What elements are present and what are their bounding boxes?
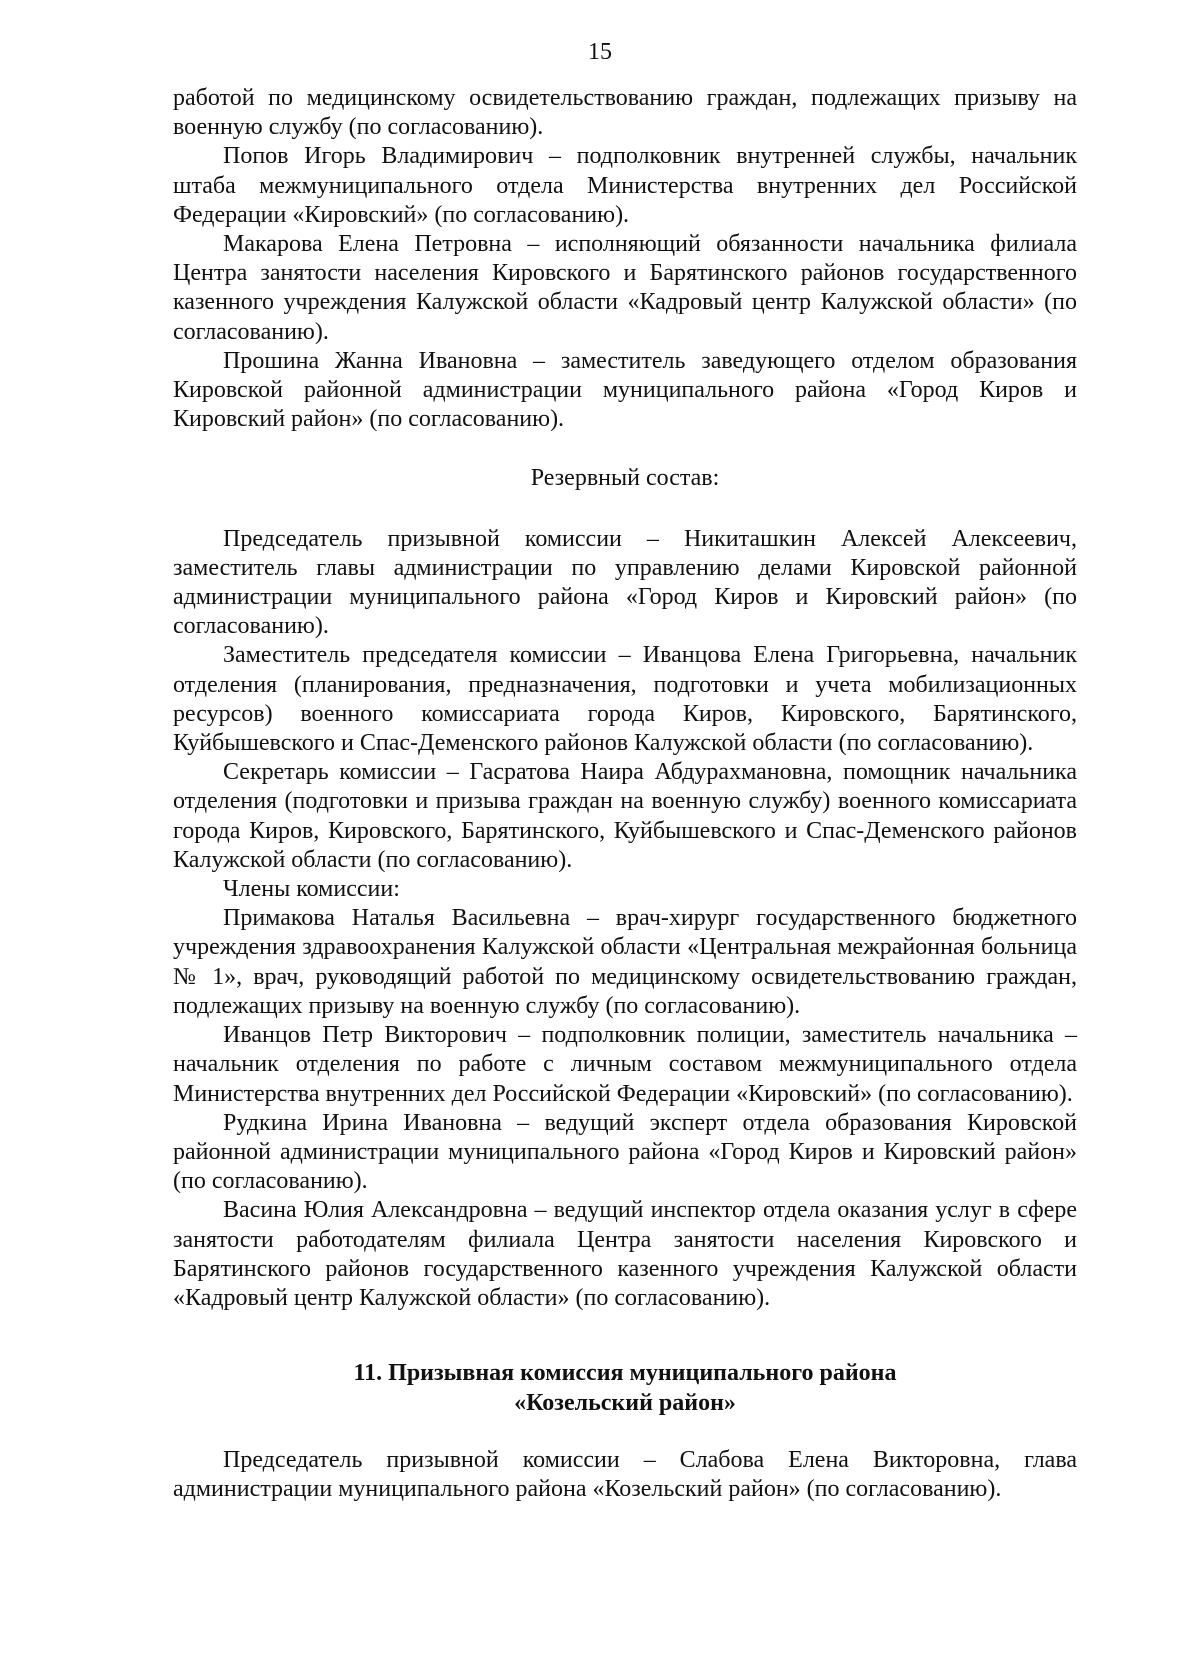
section-chairman: Председатель призывной комиссии – Слабова Елена Викторовна, глава администрации муниципального района «Козельский район» (по согласованию). xyxy=(173,1447,1077,1503)
document-body xyxy=(173,84,1077,1505)
member-makarova: Макарова Елена Петровна – исполняющий обязанности начальника филиала Центра занятости населения Кировского и Барятинского районов государственного казенного учреждения Калужской области «Кадровый центр Калужской области» (по согласованию). xyxy=(173,231,1077,345)
reserve-member-ivantsov: Иванцов Петр Викторович – подполковник полиции, заместитель начальника – начальник отделения по работе с личным составом межмуниципального отдела Министерства внутренних дел Российской Федерации «Кировский» (по согласованию). xyxy=(173,1022,1077,1107)
section-heading-line1: 11. Призывная комиссия муниципального района xyxy=(353,1360,897,1387)
member-proshina: Прошина Жанна Ивановна – заместитель заведующего отделом образования Кировской районной администрации муниципального района «Город Киров и Кировский район» (по согласованию). xyxy=(173,347,1077,433)
page-number: 15 xyxy=(588,39,612,65)
reserve-members-label: Члены комиссии: xyxy=(223,876,400,903)
reserve-deputy-chairman: Заместитель председателя комиссии – Иванцова Елена Григорьевна, начальник отделения (планирования, предназначения, подготовки и учета мобилизационных ресурсов) военного комиссариата города Киров, Кировского, Барятинского, Куйбышевского и Спас-Деменского районов Калужской области (по согласованию). xyxy=(173,642,1077,757)
reserve-secretary: Секретарь комиссии – Гасратова Наира Абдурахмановна, помощник начальника отделения (подготовки и призыва граждан на военную службу) военного комиссариата города Киров, Кировского, Барятинского, Куйбышевского и Спас-Деменского районов Калужской области (по согласованию). xyxy=(173,759,1077,873)
paragraph-continuation: работой по медицинскому освидетельствованию граждан, подлежащих призыву на военную службу (по согласованию). xyxy=(173,85,1077,141)
section-heading-line2: «Козельский район» xyxy=(514,1389,736,1416)
member-popov: Попов Игорь Владимирович – подполковник внутренней службы, начальник штаба межмуниципального отдела Министерства внутренних дел Российской Федерации «Кировский» (по согласованию). xyxy=(173,143,1077,228)
reserve-heading: Резервный состав: xyxy=(530,465,720,492)
reserve-chairman: Председатель призывной комиссии – Никиташкин Алексей Алексеевич, заместитель главы администрации по управлению делами Кировской районной администрации муниципального района «Город Киров и Кировский район» (по согласованию). xyxy=(173,525,1077,640)
reserve-member-vasina: Васина Юлия Александровна – ведущий инспектор отдела оказания услуг в сфере занятости работодателям филиала Центра занятости населения Кировского и Барятинского районов государственного казенного учреждения Калужской области «Кадровый центр Калужской области» (по согласованию). xyxy=(173,1197,1077,1311)
reserve-member-rudkina: Рудкина Ирина Ивановна – ведущий эксперт отдела образования Кировской районной администрации муниципального района «Город Киров и Кировский район» (по согласованию). xyxy=(173,1109,1077,1195)
section-heading xyxy=(173,1359,1077,1418)
reserve-member-primakova: Примакова Наталья Васильевна – врач-хирург государственного бюджетного учреждения здравоохранения Калужской области «Центральная межрайонная больница № 1», врач, руководящий работой по медицинскому освидетельствованию граждан, подлежащих призыву на военную службу (по согласованию). xyxy=(173,905,1077,1019)
